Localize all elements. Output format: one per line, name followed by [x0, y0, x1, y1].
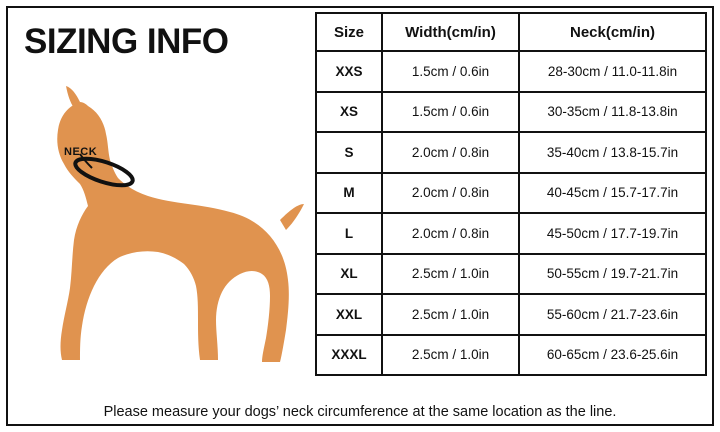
cell-width: 1.5cm / 0.6in: [382, 51, 519, 92]
dog-silhouette-icon: [18, 80, 308, 380]
cell-size: M: [316, 173, 382, 214]
cell-width: 2.5cm / 1.0in: [382, 254, 519, 295]
header-width: Width(cm/in): [382, 13, 519, 51]
neck-label: NECK: [64, 146, 98, 158]
cell-width: 2.0cm / 0.8in: [382, 173, 519, 214]
table-row: [316, 254, 706, 295]
size-table-area: [315, 12, 707, 392]
cell-size: XXXL: [316, 335, 382, 376]
cell-neck: 40-45cm / 15.7-17.7in: [519, 173, 706, 214]
table-row: [316, 132, 706, 173]
cell-size: L: [316, 213, 382, 254]
cell-size: XL: [316, 254, 382, 295]
cell-width: 1.5cm / 0.6in: [382, 92, 519, 133]
cell-size: XXS: [316, 51, 382, 92]
cell-neck: 45-50cm / 17.7-19.7in: [519, 213, 706, 254]
cell-neck: 30-35cm / 11.8-13.8in: [519, 92, 706, 133]
header-size: Size: [316, 13, 382, 51]
cell-width: 2.0cm / 0.8in: [382, 213, 519, 254]
size-table: [315, 12, 707, 376]
dog-body: [57, 102, 289, 362]
table-header-row: [316, 13, 706, 51]
header-neck: Neck(cm/in): [519, 13, 706, 51]
cell-neck: 50-55cm / 19.7-21.7in: [519, 254, 706, 295]
dog-illustration: [18, 80, 308, 380]
cell-width: 2.5cm / 1.0in: [382, 335, 519, 376]
illustration-panel: [10, 10, 310, 400]
cell-neck: 60-65cm / 23.6-25.6in: [519, 335, 706, 376]
cell-width: 2.0cm / 0.8in: [382, 132, 519, 173]
table-row: [316, 173, 706, 214]
cell-size: S: [316, 132, 382, 173]
page-title: SIZING INFO: [24, 22, 229, 61]
table-row: [316, 335, 706, 376]
cell-size: XS: [316, 92, 382, 133]
cell-neck: 55-60cm / 21.7-23.6in: [519, 294, 706, 335]
cell-neck: 35-40cm / 13.8-15.7in: [519, 132, 706, 173]
table-row: [316, 51, 706, 92]
table-row: [316, 294, 706, 335]
table-row: [316, 213, 706, 254]
cell-width: 2.5cm / 1.0in: [382, 294, 519, 335]
cell-size: XXL: [316, 294, 382, 335]
footer-note: Please measure your dogs’ neck circumference at the same location as the line.: [103, 404, 617, 420]
cell-neck: 28-30cm / 11.0-11.8in: [519, 51, 706, 92]
table-row: [316, 92, 706, 133]
dog-tail: [280, 204, 304, 230]
